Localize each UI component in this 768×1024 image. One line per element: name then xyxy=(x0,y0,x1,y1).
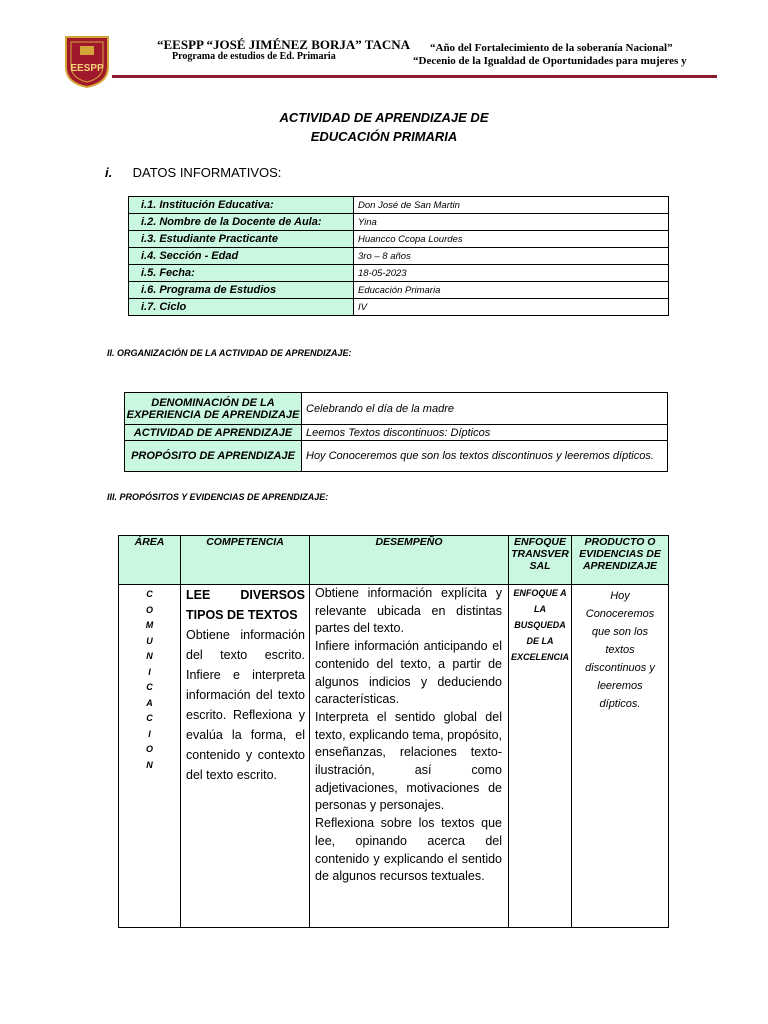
datos-value: Don José de San Martin xyxy=(354,197,669,214)
area-letter: I xyxy=(148,666,151,677)
datos-value: IV xyxy=(354,299,669,316)
section-ii-heading: II. ORGANIZACIÓN DE LA ACTIVIDAD DE APRENDIZAJE: xyxy=(107,348,352,358)
org-value: Leemos Textos discontinuos: Dípticos xyxy=(302,425,668,441)
datos-value: Yina xyxy=(354,214,669,231)
section-i-number: i. xyxy=(105,165,113,180)
datos-label: i.7. Ciclo xyxy=(129,299,354,316)
org-label: DENOMINACIÓN DE LA EXPERIENCIA DE APRENDIZAJE xyxy=(125,393,302,425)
program-name: Programa de estudios de Ed. Primaria xyxy=(172,51,336,62)
table-header-row xyxy=(119,536,669,585)
header-divider xyxy=(112,75,717,78)
table-row xyxy=(119,585,669,928)
table-row xyxy=(125,425,668,441)
datos-value: 18-05-2023 xyxy=(354,265,669,282)
area-cell xyxy=(119,585,181,928)
area-letter: U xyxy=(146,635,153,646)
column-header-producto: PRODUCTO O EVIDENCIAS DE APRENDIZAJE xyxy=(572,536,669,585)
org-label: ACTIVIDAD DE APRENDIZAJE xyxy=(125,425,302,441)
column-header-desempeno: DESEMPEÑO xyxy=(310,536,509,585)
desempeno-item: Interpreta el sentido global del texto, explicando tema, propósito, enseñanzas, relaciones texto-ilustración, así como adjetivaciones, motivaciones de personas y personajes. xyxy=(315,709,502,813)
area-letter: O xyxy=(145,604,153,615)
competencia-title: LEE DIVERSOS TIPOS DE TEXTOS xyxy=(186,588,305,622)
datos-label: i.6. Programa de Estudios xyxy=(129,282,354,299)
desempeno-cell xyxy=(310,585,509,928)
desempeno-item: Infiere información anticipando el contenido del texto, a partir de algunos indicios y deduciendo características. xyxy=(315,639,502,707)
area-letter: C xyxy=(146,713,153,723)
area-letter: I xyxy=(148,728,151,739)
table-row xyxy=(129,214,669,231)
school-logo xyxy=(62,33,112,89)
organizacion-table xyxy=(124,392,668,472)
column-header-area: ÁREA xyxy=(119,536,181,585)
section-iii-heading: III. PROPÓSITOS Y EVIDENCIAS DE APRENDIZAJE: xyxy=(107,492,329,502)
datos-informativos-table xyxy=(128,196,669,316)
org-label: PROPÓSITO DE APRENDIZAJE xyxy=(125,441,302,472)
competencia-cell xyxy=(181,585,310,928)
table-row xyxy=(129,265,669,282)
area-letter: N xyxy=(146,759,153,770)
datos-label: i.3. Estudiante Practicante xyxy=(129,231,354,248)
area-letter: O xyxy=(145,744,153,754)
datos-label: i.1. Institución Educativa: xyxy=(129,197,354,214)
section-i-title: DATOS INFORMATIVOS: xyxy=(132,165,282,180)
datos-value: Educación Primaria xyxy=(354,282,669,299)
desempeno-item: Reflexiona sobre los textos que lee, opinando acerca del contenido y explicando el sentido de algunos recursos textuales. xyxy=(315,816,502,884)
area-letter: M xyxy=(145,620,154,630)
datos-label: i.2. Nombre de la Docente de Aula: xyxy=(129,214,354,231)
propositos-table xyxy=(118,535,669,928)
producto-cell: Hoy Conoceremos que son los textos discontinuos y leeremos dípticos. xyxy=(572,585,669,928)
document-title-line-1: ACTIVIDAD DE APRENDIZAJE DE xyxy=(279,110,489,125)
institution-name: “EESPP “JOSÉ JIMÉNEZ BORJA” TACNA xyxy=(157,37,411,52)
column-header-enfoque: ENFOQUE TRANSVER SAL xyxy=(509,536,572,585)
document-title-line-2: EDUCACIÓN PRIMARIA xyxy=(310,129,458,144)
datos-value: 3ro – 8 años xyxy=(354,248,669,265)
area-letter: A xyxy=(146,697,153,708)
table-row xyxy=(125,393,668,425)
motto-line-2: “Decenio de la Igualdad de Oportunidades para mujeres y xyxy=(413,55,687,67)
competencia-body: Obtiene información del texto escrito. Infiere e interpreta información del texto escrito. Reflexiona y evalúa la forma, el contenido y contexto del texto escrito. xyxy=(186,628,305,782)
column-header-competencia: COMPETENCIA xyxy=(181,536,310,585)
table-row xyxy=(129,299,669,316)
table-row xyxy=(129,282,669,299)
logo-text: EESPP xyxy=(70,63,104,74)
section-i-heading xyxy=(105,165,281,180)
table-row xyxy=(129,197,669,214)
datos-label: i.5. Fecha: xyxy=(129,265,354,282)
enfoque-cell: ENFOQUE A LA BUSQUEDA DE LA EXCELENCIA xyxy=(509,585,572,928)
area-letter: C xyxy=(146,682,153,692)
area-letter: N xyxy=(146,651,153,661)
motto-line-1: “Año del Fortalecimiento de la soberanía Nacional” xyxy=(430,42,673,54)
datos-value: Huancco Ccopa Lourdes xyxy=(354,231,669,248)
table-row xyxy=(129,248,669,265)
desempeno-item: Obtiene información explícita y relevante ubicada en distintas partes del texto. xyxy=(315,586,502,636)
table-row xyxy=(129,231,669,248)
org-value: Hoy Conoceremos que son los textos discontinuos y leeremos dípticos. xyxy=(302,441,668,472)
datos-label: i.4. Sección - Edad xyxy=(129,248,354,265)
area-letter: C xyxy=(146,589,153,599)
org-value: Celebrando el día de la madre xyxy=(302,393,668,425)
table-row xyxy=(125,441,668,472)
